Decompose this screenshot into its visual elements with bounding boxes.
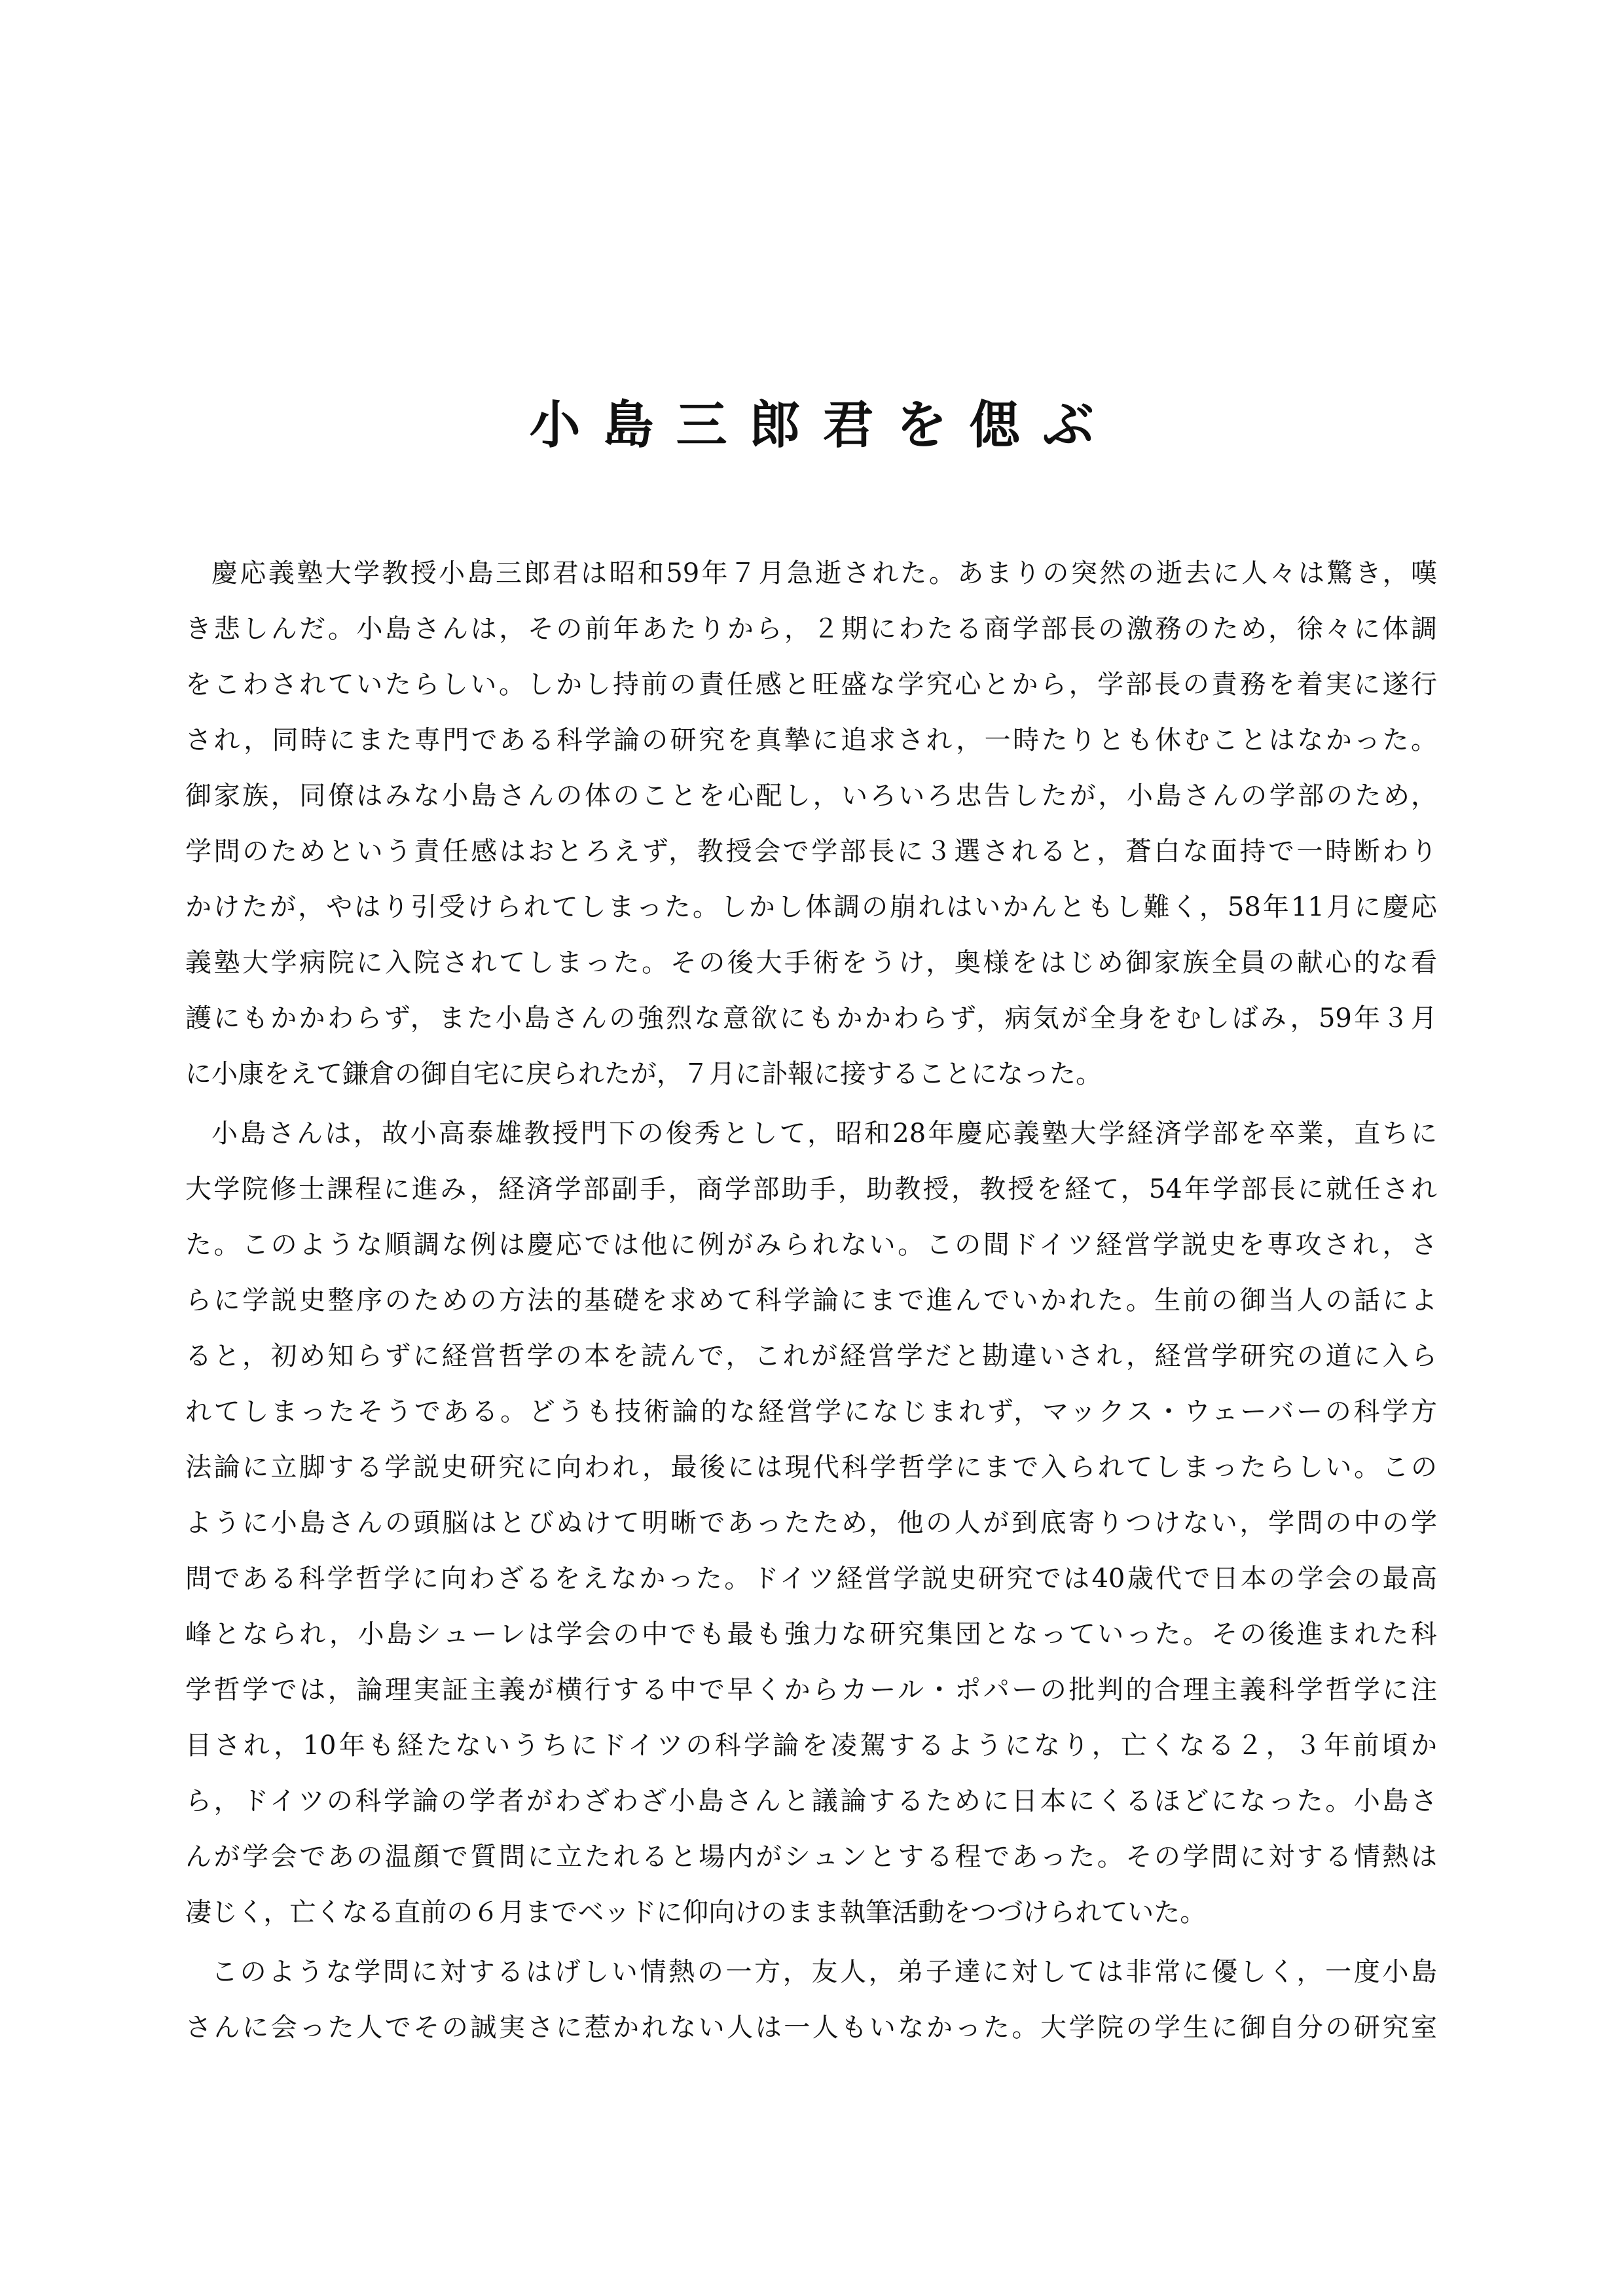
text-line: をこわされていたらしい。しかし持前の責任感と旺盛な学究心とから，学部長の責務を着実に遂行: [185, 670, 1437, 700]
paragraph: [185, 555, 1437, 1111]
text-line: 峰となられ，小島シューレは学会の中でも最も強力な研究集団となっていった。その後進まれた科: [185, 1619, 1437, 1649]
text-line: た。このような順調な例は慶応では他に例がみられない。この間ドイツ経営学説史を専攻され，さ: [185, 1230, 1437, 1260]
text-line: され，同時にまた専門である科学論の研究を真摯に追求され，一時たりとも休むことはなかった。: [185, 725, 1437, 755]
text-line: れてしまったそうである。どうも技術論的な経営学になじまれず，マックス・ウェーバーの科学方: [185, 1397, 1437, 1427]
text-line: 慶応義塾大学教授小島三郎君は昭和59年７月急逝された。あまりの突然の逝去に人々は驚き，嘆: [211, 558, 1437, 588]
text-line: に小康をえて鎌倉の御自宅に戻られたが，７月に訃報に接することになった。: [185, 1059, 1102, 1089]
text-line: き悲しんだ。小島さんは，その前年あたりから，２期にわたる商学部長の激務のため，徐々に体調: [185, 614, 1437, 644]
article-body: [185, 555, 1437, 2069]
text-line: 護にもかかわらず，また小島さんの強烈な意欲にもかかわらず，病気が全身をむしばみ，59年３月: [185, 1003, 1437, 1033]
text-line: 御家族，同僚はみな小島さんの体のことを心配し，いろいろ忠告したが，小島さんの学部のため，: [185, 781, 1437, 811]
text-line: んが学会であの温顔で質問に立たれると場内がシュンとする程であった。その学問に対する情熱は: [185, 1842, 1437, 1872]
text-line: ら，ドイツの科学論の学者がわざわざ小島さんと議論するために日本にくるほどになった。小島さ: [185, 1786, 1437, 1816]
text-line: 問である科学哲学に向わざるをえなかった。ドイツ経営学説史研究では40歳代で日本の学会の最高: [185, 1564, 1437, 1594]
text-line: このような学問に対するはげしい情熱の一方，友人，弟子達に対しては非常に優しく，一度小島: [211, 1957, 1437, 1987]
paragraph: [185, 1115, 1437, 1950]
text-line: らに学説史整序のための方法的基礎を求めて科学論にまで進んでいかれた。生前の御当人の話によ: [185, 1285, 1437, 1316]
text-line: 大学院修士課程に進み，経済学部副手，商学部助手，助教授，教授を経て，54年学部長に就任され: [185, 1174, 1437, 1204]
text-line: ると，初め知らずに経営哲学の本を読んで，これが経営学だと勘違いされ，経営学研究の道に入ら: [185, 1341, 1437, 1371]
paragraph: [185, 1954, 1437, 2065]
text-line: 小島さんは，故小高泰雄教授門下の俊秀として，昭和28年慶応義塾大学経済学部を卒業，直ちに: [211, 1119, 1437, 1149]
text-line: ように小島さんの頭脳はとびぬけて明晰であったため，他の人が到底寄りつけない，学問の中の学: [185, 1508, 1437, 1538]
text-line: 学哲学では，論理実証主義が横行する中で早くからカール・ポパーの批判的合理主義科学哲学に注: [185, 1675, 1437, 1705]
text-line: 法論に立脚する学説史研究に向われ，最後には現代科学哲学にまで入られてしまったらしい。この: [185, 1452, 1437, 1482]
text-line: 目され，10年も経たないうちにドイツの科学論を凌駕するようになり，亡くなる２，３年前頃か: [185, 1731, 1437, 1761]
text-line: 凄じく，亡くなる直前の６月までベッドに仰向けのまま執筆活動をつづけられていた。: [185, 1897, 1207, 1928]
text-line: 義塾大学病院に入院されてしまった。その後大手術をうけ，奥様をはじめ御家族全員の献心的な看: [185, 948, 1437, 978]
text-line: 学問のためという責任感はおとろえず，教授会で学部長に３選されると，蒼白な面持で一時断わり: [185, 836, 1437, 867]
page-title: 小島三郎君を偲ぶ: [529, 395, 1116, 455]
text-line: かけたが，やはり引受けられてしまった。しかし体調の崩れはいかんともし難く，58年11月に慶応: [185, 892, 1437, 922]
text-line: さんに会った人でその誠実さに惹かれない人は一人もいなかった。大学院の学生に御自分の研究室: [185, 2013, 1437, 2043]
